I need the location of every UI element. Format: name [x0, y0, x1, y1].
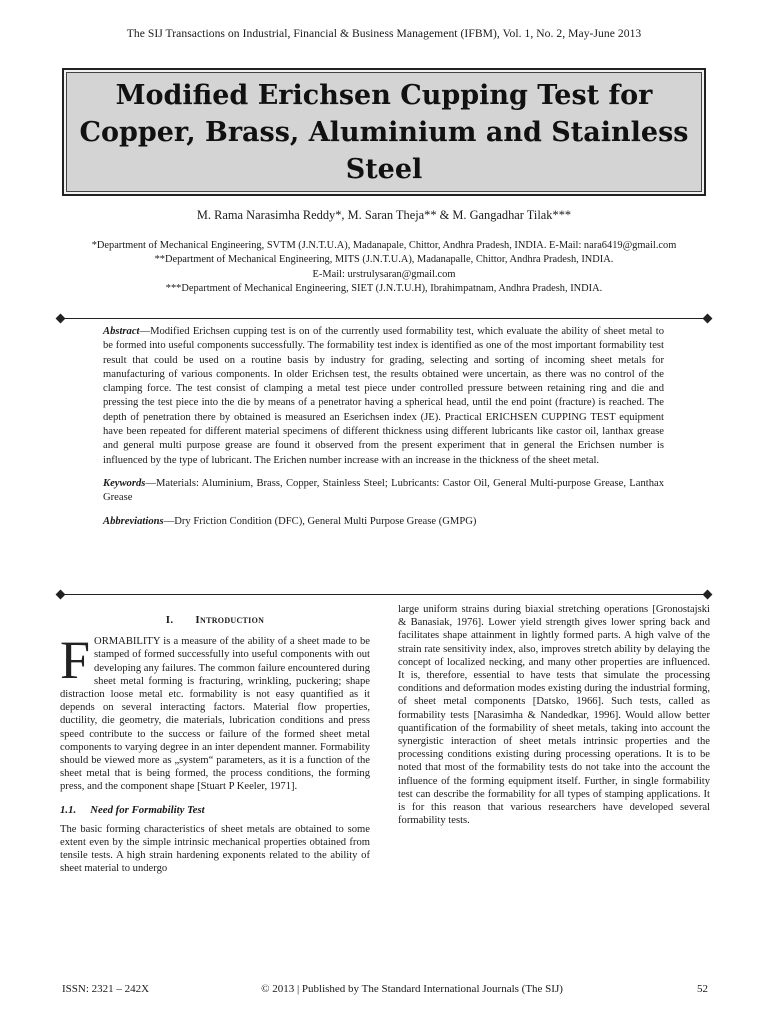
intro-paragraph — [60, 630, 370, 793]
subsection-paragraph: The basic forming characteristics of sheet metals are obtained to some extent even by the simple intrinsic mechanical properties obtained from tensile tests. A high strain hardening exponents related to the ability of sheet material to undergo — [60, 823, 370, 875]
keywords-paragraph — [103, 477, 664, 506]
abstract-text: Modified Erichsen cupping test is on of the currently used formability test, which evaluate the ability of sheet metal to be formed into useful components successfully. The formability test index is identified as one of the most important formability test result that could be used on a routine basis by industry for grading, selecting and sorting of incoming sheet metals for manufacturing of various components. In older Erichsen test, the results obtained were uncertain, as there was no control of the clamping force. The test consist of clamping a metal test piece under controlled pressure between retaining ring and die and pressing the test piece into the die by means of a penetrator having a spherical head, until the end point (fracture) is reached. The depth of penetration there by obtained is measured an Eserichsen index (JE). Practical ERICHSEN CUPPING TEST equipment have been repeated for different material specimens of different thickness using different lubricants like castor oil, lanthax grease and general multi purpose grease are found it observed from the present experiment that in general the Erichsen number is influenced by the type of lubricant. The Erichen number increase with an increase in the thickness of the sheet metal. — [103, 326, 664, 466]
drop-cap: F — [60, 630, 91, 691]
divider-diamond-right — [703, 314, 713, 324]
abstract-dash: — — [139, 326, 151, 337]
affiliations — [0, 239, 768, 296]
intro-text: ORMABILITY is a measure of the ability of a sheet made to be stamped of formed successfully into useful components with out developing any failures. The common failure encountered during sheet metal forming is fracturing, wrinkling, puckering; shape distraction loose metal etc. formability is not easy quantified as it depends on several interacting factors. Material flow properties, ductility, die geometry, die materials, lubrication conditions and press speed contribute to the success or failure of the formed sheet metal components to varying degree in an inter dependent manner. Formability should be viewed more as „system“ parameters, as it is a function of the sheet metal that is being formed, the process conditions, the forming press, and the component shape [Stuart P Keeler, 1971]. — [60, 636, 370, 793]
keywords-label: Keywords — [103, 477, 146, 489]
title-box — [62, 68, 706, 196]
affiliation-2: **Department of Mechanical Engineering, MITS (J.N.T.U.A), Madanapalle, Chittor, Andhra Pradesh, INDIA. — [154, 254, 614, 266]
right-column — [398, 603, 710, 827]
keywords-text: Materials: Aluminium, Brass, Copper, Stainless Steel; Lubricants: Castor Oil, General Multi-purpose Grease, Lanthax Grease — [103, 477, 664, 504]
page-number: 52 — [697, 983, 708, 995]
section-title: Introduction — [195, 614, 265, 626]
left-column — [60, 614, 370, 876]
affiliation-3: ***Department of Mechanical Engineering, SIET (J.N.T.U.H), Ibrahimpatnam, Andhra Pradesh, INDIA. — [165, 282, 603, 294]
subsection-title: Need for Formability Test — [90, 803, 205, 816]
paper-title: Modified Erichsen Cupping Test for Copper, Brass, Aluminium and Stainless Steel — [79, 79, 689, 185]
abbreviations-paragraph — [103, 515, 664, 529]
right-column-paragraph: large uniform strains during biaxial stretching operations [Gronostajski & Banasiak, 1976]. Lower yield strength gives lower spring back and facilitates shape attainment in lightly formed parts. A high valve of the strain rate sensitivity index, also, improves stretch ability by delaying the concept of localized necking, and many other properties are influenced. It is, therefore, essential to have tests that simulate the processing conditions and deformation modes existing during the industrial forming, of sheet metal components [Datsko, 1966]. Such tests, called as formability tests [Narasimha & Nandedkar, 1996]. Would allow better quantification of the formability of sheet metals, taking into account the synergistic interaction of sheet metals intrinsic properties and the processing conditions existing during processing operations. It is to be noted that most of the formability tests do not take into the account the influence of the forming equipment itself. Further, in single formability test can describe the formability for all types of stamping applications. It is for this reason that various researchers have developed several formability tests. — [398, 604, 710, 827]
running-header: The SIJ Transactions on Industrial, Financial & Business Management (IFBM), Vol. 1, No. 2, May-June 2013 — [126, 27, 642, 40]
abbreviations-dash: — — [163, 515, 175, 527]
affiliation-1: *Department of Mechanical Engineering, SVTM (J.N.T.U.A), Madanapale, Chittor, Andhra Pradesh, INDIA. E-Mail: nara6419@gmail.com — [91, 240, 677, 251]
subsection-heading — [60, 804, 370, 817]
abbreviations-label: Abbreviations — [103, 515, 164, 527]
abbreviations-text: Dry Friction Condition (DFC), General Multi Purpose Grease (GMPG) — [174, 515, 477, 527]
abstract-label: Abstract — [103, 326, 140, 337]
abstract-paragraph — [103, 325, 664, 468]
abstract-block — [103, 325, 664, 538]
section-number: I. — [165, 614, 174, 626]
bottom-divider — [60, 594, 708, 595]
affiliation-email: E-Mail: urstrulysaran@gmail.com — [312, 268, 456, 280]
subsection-number: 1.1. — [60, 803, 77, 816]
divider-diamond-right — [703, 590, 713, 600]
divider-diamond-left — [56, 590, 66, 600]
footer-publisher: © 2013 | Published by The Standard International Journals (The SIJ) — [261, 983, 563, 995]
top-divider — [60, 318, 708, 319]
keywords-dash: — — [145, 477, 156, 489]
section-heading — [60, 614, 370, 627]
divider-diamond-left — [56, 314, 66, 324]
author-list: M. Rama Narasimha Reddy*, M. Saran Theja** & M. Gangadhar Tilak*** — [196, 208, 572, 222]
footer-issn: ISSN: 2321 – 242X — [62, 983, 150, 995]
